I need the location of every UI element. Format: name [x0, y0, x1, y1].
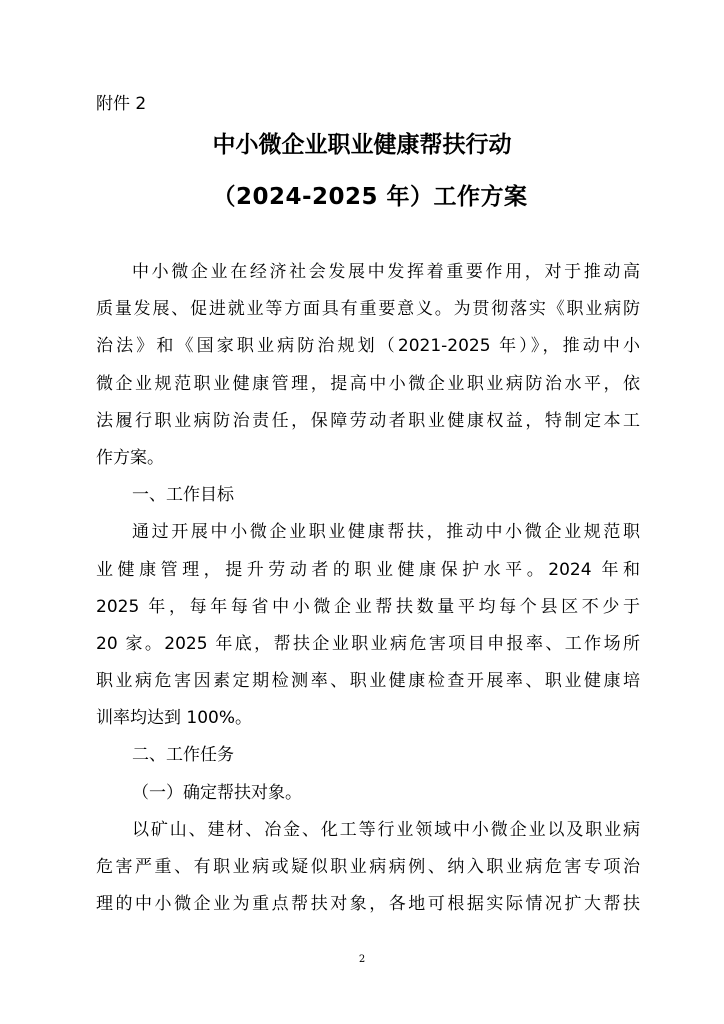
- paragraph-line: 训率均达到 100%。: [96, 708, 253, 729]
- paragraph-line: 职业病危害因素定期检测率、职业健康检查开展率、职业健康培: [96, 671, 640, 692]
- paragraph-line: 作方案。: [96, 447, 164, 468]
- attachment-label: 附件 2: [96, 94, 147, 114]
- paragraph-line: 理的中小微企业为重点帮扶对象，各地可根据实际情况扩大帮扶: [96, 894, 640, 915]
- paragraph-line: 治法》和《国家职业病防治规划（2021-2025 年）》，推动中小: [96, 336, 640, 357]
- section-heading: 一、工作目标: [132, 485, 234, 506]
- page-number: 2: [358, 954, 366, 965]
- paragraph-line: 以矿山、建材、冶金、化工等行业领域中小微企业以及职业病: [132, 819, 640, 840]
- paragraph-line: 微企业规范职业健康管理，提高中小微企业职业病防治水平，依: [96, 373, 640, 394]
- paragraph-line: 业健康管理，提升劳动者的职业健康保护水平。2024 年和: [96, 559, 640, 580]
- document-title-line-1: 中小微企业职业健康帮扶行动: [212, 132, 512, 158]
- paragraph-line: 2025 年，每年每省中小微企业帮扶数量平均每个县区不少于: [96, 596, 640, 617]
- document-title-line-2: （2024-2025 年）工作方案: [212, 184, 528, 210]
- paragraph-line: 中小微企业在经济社会发展中发挥着重要作用，对于推动高: [132, 262, 640, 282]
- paragraph-line: 20 家。2025 年底，帮扶企业职业病危害项目申报率、工作场所: [96, 633, 640, 654]
- document-body: [96, 254, 640, 923]
- section-heading: 二、工作任务: [132, 745, 234, 766]
- paragraph-line: 法履行职业病防治责任，保障劳动者职业健康权益，特制定本工: [96, 410, 640, 431]
- subsection-heading: （一）确定帮扶对象。: [132, 782, 302, 803]
- paragraph-line: 危害严重、有职业病或疑似职业病病例、纳入职业病危害专项治: [96, 857, 640, 877]
- paragraph-line: 质量发展、促进就业等方面具有重要意义。为贯彻落实《职业病防: [96, 299, 640, 320]
- paragraph-line: 通过开展中小微企业职业健康帮扶，推动中小微企业规范职: [132, 522, 640, 543]
